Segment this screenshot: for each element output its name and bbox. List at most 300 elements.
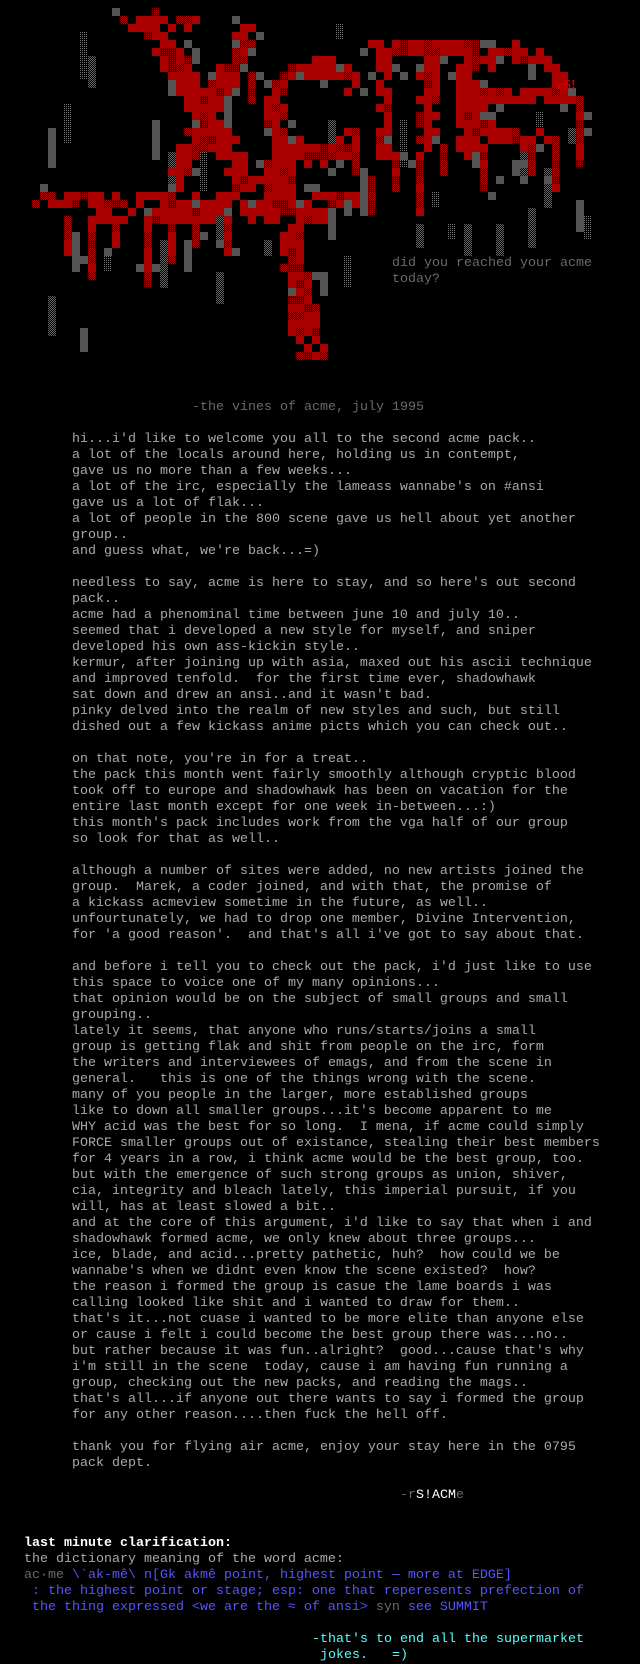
logo-red-block: [432, 128, 440, 136]
logo-red-block: [272, 88, 280, 96]
logo-red-block: [288, 64, 296, 72]
logo-red-block: [488, 88, 496, 96]
logo-red-block: [208, 216, 216, 224]
logo-red-block: [272, 120, 280, 128]
logo-red-block: [88, 240, 96, 248]
body-line: shadowhawk formed acme, we only knew about three groups...: [72, 1232, 536, 1247]
logo-red-block: [288, 280, 296, 288]
logo-red-block: [304, 280, 312, 288]
logo-gray-block: [336, 32, 344, 40]
logo-red-block: [512, 40, 520, 48]
logo-red-block: [216, 64, 224, 72]
logo-gray-block: [568, 136, 576, 144]
acme-vines-logo: [0, 0, 640, 392]
logo-red-block: [264, 160, 272, 168]
logo-red-block: [296, 144, 304, 152]
logo-gray-block: [184, 256, 192, 264]
logo-gray-block: [264, 80, 272, 88]
clarification-heading: last minute clarification:: [24, 1536, 232, 1551]
logo-red-block: [304, 208, 312, 216]
logo-red-block: [232, 32, 240, 40]
logo-red-block: [160, 200, 168, 208]
logo-red-block: [328, 56, 336, 64]
logo-red-block: [232, 176, 240, 184]
logo-red-block: [288, 72, 296, 80]
logo-red-block: [264, 168, 272, 176]
logo-red-block: [288, 192, 296, 200]
logo-gray-block: [320, 80, 328, 88]
logo-red-block: [232, 56, 240, 64]
logo-red-block: [416, 184, 424, 192]
logo-gray-block: [80, 256, 88, 264]
logo-red-block: [392, 176, 400, 184]
body-line: developed his own ass-kickin style..: [72, 640, 360, 655]
logo-red-block: [200, 120, 208, 128]
logo-red-block: [200, 200, 208, 208]
logo-red-block: [296, 272, 304, 280]
logo-red-block: [296, 304, 304, 312]
logo-red-block: [480, 96, 488, 104]
logo-red-block: [128, 24, 136, 32]
logo-red-block: [176, 208, 184, 216]
logo-red-block: [184, 56, 192, 64]
logo-gray-block: [88, 64, 96, 72]
logo-red-block: [160, 56, 168, 64]
logo-red-block: [288, 232, 296, 240]
logo-red-block: [456, 104, 464, 112]
logo-red-block: [144, 248, 152, 256]
logo-red-block: [152, 24, 160, 32]
logo-red-block: [544, 88, 552, 96]
logo-red-block: [208, 80, 216, 88]
logo-red-block: [152, 208, 160, 216]
logo-red-block: [296, 224, 304, 232]
logo-red-block: [528, 136, 536, 144]
logo-red-block: [384, 120, 392, 128]
logo-red-block: [176, 72, 184, 80]
logo-red-block: [456, 96, 464, 104]
logo-red-block: [224, 128, 232, 136]
logo-gray-block: [152, 264, 160, 272]
logo-gray-block: [472, 152, 480, 160]
logo-gray-block: [40, 184, 48, 192]
logo-red-block: [224, 72, 232, 80]
logo-red-block: [424, 112, 432, 120]
logo-gray-block: [336, 24, 344, 32]
logo-red-block: [568, 96, 576, 104]
logo-red-block: [136, 16, 144, 24]
logo-red-block: [456, 40, 464, 48]
logo-red-block: [184, 128, 192, 136]
body-line: like to down all smaller groups...it's become apparent to me: [72, 1104, 552, 1119]
logo-gray-block: [336, 160, 344, 168]
logo-red-block: [224, 88, 232, 96]
logo-red-block: [424, 96, 432, 104]
logo-red-block: [376, 40, 384, 48]
logo-red-block: [480, 184, 488, 192]
logo-red-block: [240, 56, 248, 64]
logo-red-block: [456, 120, 464, 128]
logo-red-block: [88, 264, 96, 272]
logo-red-block: [344, 144, 352, 152]
logo-red-block: [72, 200, 80, 208]
logo-red-block: [120, 216, 128, 224]
logo-red-block: [216, 144, 224, 152]
logo-red-block: [168, 192, 176, 200]
logo-red-block: [552, 144, 560, 152]
logo-gray-block: [80, 336, 88, 344]
logo-red-block: [280, 112, 288, 120]
logo-red-block: [304, 320, 312, 328]
logo-red-block: [448, 48, 456, 56]
logo-red-block: [88, 200, 96, 208]
logo-red-block: [384, 48, 392, 56]
logo-gray-block: [528, 64, 536, 72]
logo-red-block: [424, 64, 432, 72]
logo-red-block: [192, 96, 200, 104]
logo-red-block: [480, 144, 488, 152]
logo-red-block: [280, 152, 288, 160]
logo-red-block: [152, 216, 160, 224]
logo-red-block: [240, 40, 248, 48]
logo-red-block: [352, 72, 360, 80]
logo-gray-block: [48, 296, 56, 304]
logo-red-block: [264, 184, 272, 192]
logo-red-block: [288, 208, 296, 216]
logo-gray-block: [48, 128, 56, 136]
logo-red-block: [208, 120, 216, 128]
logo-red-block: [32, 200, 40, 208]
logo-gray-block: [48, 320, 56, 328]
logo-red-block: [392, 160, 400, 168]
logo-red-block: [312, 216, 320, 224]
logo-red-block: [304, 304, 312, 312]
logo-red-block: [384, 96, 392, 104]
logo-red-block: [208, 104, 216, 112]
logo-red-block: [464, 80, 472, 88]
logo-red-block: [40, 192, 48, 200]
logo-red-block: [216, 208, 224, 216]
logo-red-block: [552, 176, 560, 184]
body-line: for 'a good reason'. and that's all i've got to say about that.: [72, 928, 584, 943]
logo-red-block: [440, 152, 448, 160]
logo-red-block: [488, 48, 496, 56]
logo-gray-block: [264, 240, 272, 248]
logo-red-block: [296, 152, 304, 160]
logo-gray-block: [360, 200, 368, 208]
logo-gray-block: [144, 208, 152, 216]
logo-red-block: [496, 128, 504, 136]
logo-red-block: [368, 40, 376, 48]
logo-gray-block: [136, 264, 144, 272]
logo-gray-block: [224, 120, 232, 128]
logo-gray-block: [464, 232, 472, 240]
logo-gray-block: [536, 144, 544, 152]
logo-red-block: [184, 216, 192, 224]
logo-red-block: [416, 112, 424, 120]
logo-gray-block: [464, 224, 472, 232]
body-line: the reason i formed the group is casue the lame boards i was: [72, 1280, 552, 1295]
logo-red-block: [440, 40, 448, 48]
logo-gray-block: [216, 224, 224, 232]
logo-red-block: [144, 32, 152, 40]
logo-gray-block: [200, 176, 208, 184]
logo-gray-block: [208, 72, 216, 80]
logo-red-block: [296, 296, 304, 304]
logo-gray-block: [80, 344, 88, 352]
logo-red-block: [224, 232, 232, 240]
body-line: that's it...not cuase i wanted to be more elite than anyone else: [72, 1312, 584, 1327]
logo-gray-block: [528, 208, 536, 216]
logo-red-block: [376, 80, 384, 88]
logo-gray-block: [160, 240, 168, 248]
logo-red-block: [496, 136, 504, 144]
logo-gray-block: [296, 72, 304, 80]
logo-red-block: [352, 136, 360, 144]
logo-red-block: [104, 208, 112, 216]
logo-red-block: [304, 288, 312, 296]
logo-red-block: [424, 136, 432, 144]
logo-red-block: [368, 208, 376, 216]
logo-gray-block: [360, 176, 368, 184]
logo-red-block: [168, 168, 176, 176]
logo-gray-block: [480, 112, 488, 120]
logo-red-block: [200, 216, 208, 224]
logo-red-block: [296, 216, 304, 224]
logo-red-block: [352, 192, 360, 200]
logo-red-block: [544, 64, 552, 72]
logo-red-block: [464, 64, 472, 72]
logo-red-block: [200, 88, 208, 96]
logo-red-block: [344, 72, 352, 80]
logo-red-block: [256, 208, 264, 216]
logo-gray-block: [480, 40, 488, 48]
logo-red-block: [272, 144, 280, 152]
logo-red-block: [216, 72, 224, 80]
logo-red-block: [232, 184, 240, 192]
logo-gray-block: [584, 216, 592, 224]
logo-gray-block: [64, 128, 72, 136]
logo-red-block: [272, 168, 280, 176]
logo-red-block: [456, 144, 464, 152]
logo-gray-block: [448, 232, 456, 240]
logo-red-block: [192, 104, 200, 112]
logo-gray-block: [64, 136, 72, 144]
logo-red-block: [272, 208, 280, 216]
logo-red-block: [280, 208, 288, 216]
logo-red-block: [296, 232, 304, 240]
logo-red-block: [312, 328, 320, 336]
logo-red-block: [248, 72, 256, 80]
logo-red-block: [384, 112, 392, 120]
body-line: and guess what, we're back...=): [72, 544, 320, 559]
logo-red-block: [224, 192, 232, 200]
logo-red-block: [280, 184, 288, 192]
logo-red-block: [376, 56, 384, 64]
logo-red-block: [256, 176, 264, 184]
logo-red-block: [512, 48, 520, 56]
logo-gray-block: [64, 112, 72, 120]
logo-red-block: [368, 200, 376, 208]
logo-red-block: [144, 16, 152, 24]
logo-red-block: [576, 144, 584, 152]
logo-red-block: [392, 168, 400, 176]
logo-red-block: [64, 248, 72, 256]
logo-gray-block: [88, 80, 96, 88]
logo-red-block: [136, 200, 144, 208]
logo-red-block: [352, 152, 360, 160]
logo-red-block: [240, 168, 248, 176]
logo-red-block: [576, 128, 584, 136]
logo-red-block: [208, 144, 216, 152]
logo-red-block: [80, 192, 88, 200]
body-line: pinky delved into the realm of new styles and such, but still: [72, 704, 560, 719]
logo-red-block: [344, 64, 352, 72]
logo-gray-block: [200, 160, 208, 168]
logo-gray-block: [488, 192, 496, 200]
tagline-line-2: today?: [392, 272, 440, 287]
logo-red-block: [192, 80, 200, 88]
logo-red-block: [96, 208, 104, 216]
logo-red-block: [304, 152, 312, 160]
body-line: for 4 years in a row, i think acme would be the best group, too.: [72, 1152, 584, 1167]
closing-line-2: jokes. =): [312, 1648, 408, 1663]
logo-gray-block: [328, 232, 336, 240]
logo-gray-block: [232, 88, 240, 96]
logo-red-block: [312, 64, 320, 72]
logo-red-block: [168, 72, 176, 80]
logo-gray-block: [536, 112, 544, 120]
logo-red-block: [184, 168, 192, 176]
body-line: a kickass acmeview sometime in the future, as well..: [72, 896, 488, 911]
body-line: this space to voice one of my many opinions...: [72, 976, 440, 991]
logo-gray-block: [48, 312, 56, 320]
logo-gray-block: [232, 16, 240, 24]
logo-red-block: [208, 208, 216, 216]
body-line: the pack this month went fairly smoothly although cryptic blood: [72, 768, 576, 783]
logo-red-block: [224, 216, 232, 224]
logo-red-block: [336, 72, 344, 80]
logo-red-block: [248, 88, 256, 96]
body-line: needless to say, acme is here to stay, and so here's out second: [72, 576, 576, 591]
logo-gray-block: [312, 272, 320, 280]
body-line: and before i tell you to check out the pack, i'd just like to use: [72, 960, 592, 975]
logo-gray-block: [224, 104, 232, 112]
logo-gray-block: [224, 112, 232, 120]
body-line: ice, blade, and acid...pretty pathetic, huh? how could we be: [72, 1248, 560, 1263]
logo-red-block: [184, 80, 192, 88]
logo-red-block: [200, 144, 208, 152]
logo-red-block: [152, 8, 160, 16]
logo-red-block: [192, 192, 200, 200]
logo-red-block: [368, 192, 376, 200]
logo-red-block: [496, 96, 504, 104]
logo-red-block: [296, 240, 304, 248]
logo-gray-block: [360, 48, 368, 56]
logo-red-block: [352, 160, 360, 168]
logo-red-block: [280, 200, 288, 208]
logo-red-block: [176, 160, 184, 168]
logo-gray-block: [80, 64, 88, 72]
logo-gray-block: [536, 120, 544, 128]
logo-red-block: [264, 96, 272, 104]
logo-red-block: [440, 48, 448, 56]
logo-red-block: [416, 136, 424, 144]
logo-caption: -the vines of acme, july 1995: [192, 400, 424, 415]
logo-red-block: [576, 136, 584, 144]
logo-red-block: [392, 48, 400, 56]
logo-gray-block: [440, 56, 448, 64]
logo-red-block: [320, 216, 328, 224]
logo-red-block: [520, 144, 528, 152]
logo-red-block: [416, 120, 424, 128]
logo-red-block: [224, 240, 232, 248]
body-line: that's all...if anyone out there wants to say i formed the group: [72, 1392, 584, 1407]
logo-red-block: [208, 136, 216, 144]
logo-gray-block: [576, 216, 584, 224]
logo-red-block: [424, 72, 432, 80]
logo-red-block: [176, 48, 184, 56]
logo-red-block: [280, 264, 288, 272]
logo-gray-block: [360, 168, 368, 176]
logo-red-block: [280, 160, 288, 168]
logo-gray-block: [560, 104, 568, 112]
logo-red-block: [320, 152, 328, 160]
logo-red-block: [72, 192, 80, 200]
logo-red-block: [184, 96, 192, 104]
logo-red-block: [272, 112, 280, 120]
body-line: WHY acid was the best for so long. I mena, if acme could simply: [72, 1120, 584, 1135]
logo-gray-block: [496, 176, 504, 184]
body-line: group, checking out the new packs, and reading the mags..: [72, 1376, 528, 1391]
logo-red-block: [552, 64, 560, 72]
body-line: although a number of sites were added, no new artists joined the: [72, 864, 584, 879]
logo-gray-block: [432, 192, 440, 200]
logo-red-block: [232, 192, 240, 200]
logo-gray-block: [168, 184, 176, 192]
logo-red-block: [432, 64, 440, 72]
logo-red-block: [64, 224, 72, 232]
logo-red-block: [472, 56, 480, 64]
logo-red-block: [200, 128, 208, 136]
logo-red-block: [264, 120, 272, 128]
logo-red-block: [272, 96, 280, 104]
logo-gray-block: [344, 200, 352, 208]
logo-red-block: [288, 184, 296, 192]
logo-gray-block: [168, 160, 176, 168]
logo-red-block: [312, 312, 320, 320]
logo-red-block: [312, 56, 320, 64]
logo-red-block: [424, 40, 432, 48]
body-line: i'm still in the scene today, cause i am having fun running a: [72, 1360, 568, 1375]
logo-red-block: [424, 56, 432, 64]
logo-gray-block: [232, 248, 240, 256]
logo-red-block: [288, 152, 296, 160]
logo-red-block: [160, 16, 168, 24]
body-line: but rather because it was fun..alright? good...cause that's why: [72, 1344, 584, 1359]
logo-red-block: [184, 208, 192, 216]
logo-gray-block: [512, 160, 520, 168]
logo-red-block: [432, 48, 440, 56]
logo-gray-block: [320, 272, 328, 280]
logo-red-block: [464, 88, 472, 96]
body-line: unfourtunately, we had to drop one member, Divine Intervention,: [72, 912, 576, 927]
body-line: seemed that i developed a new style for myself, and sniper: [72, 624, 536, 639]
logo-red-block: [144, 24, 152, 32]
logo-gray-block: [328, 128, 336, 136]
logo-gray-block: [232, 40, 240, 48]
logo-red-block: [472, 104, 480, 112]
